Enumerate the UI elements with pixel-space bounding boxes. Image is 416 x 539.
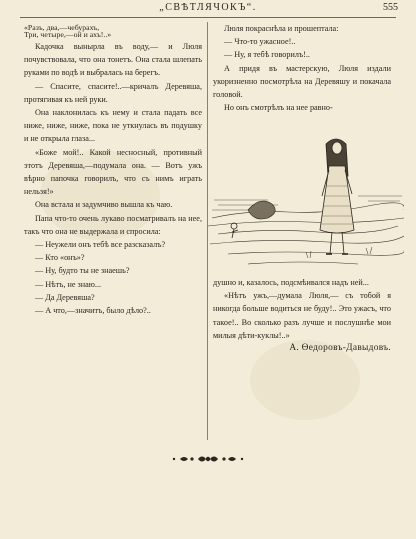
- paragraph: — Что-то ужасное!..: [224, 37, 296, 47]
- poem-line: Три, четыре,—ой и ахъ!..»: [24, 30, 112, 39]
- journal-title: „СВѢТЛЯЧОКЪ“.: [159, 2, 257, 13]
- paragraph: Но онъ смотрѣлъ на нее равно-: [224, 103, 333, 113]
- author-signature: А. Ѳедоровъ-Давыдовъ.: [289, 343, 391, 354]
- page-number: 555: [383, 2, 398, 13]
- paragraph: — Да Деревяша?: [35, 292, 95, 302]
- paragraph: — Ну, я тебѣ говорилъ!..: [224, 50, 310, 60]
- paragraph: «Нѣтъ ужъ,—думала Люля,— съ тобой я никогда больше водиться не буду!.. Это ужасъ, что такое!.. Во сколько разъ лучше и послушнѣе мои милыя дѣти-куклы!..»: [213, 291, 391, 340]
- right-column-top: [213, 22, 391, 114]
- poem-line: «Разъ, два,—чебурахъ,: [24, 23, 100, 32]
- right-column-bottom: [213, 276, 391, 355]
- paragraph: — Ну, будто ты не знаешь?: [35, 266, 130, 276]
- paragraph: Папа что-то очень лукаво посматривалъ на нее, такъ что она не выдержала и спросила:: [24, 213, 202, 236]
- paragraph: Она наклонилась къ нему и стала падать все ниже, ниже, ниже, пока не уткнулась въ подушку и не открыла глаза...: [24, 108, 202, 144]
- paragraph: — Нѣтъ, не знаю...: [35, 279, 102, 289]
- paragraph: А придя въ мастерскую, Люля издали укоризненно посмотрѣла на Деревяшу и покачала головой.: [213, 63, 391, 100]
- paragraph: — Спасите, спасите!..—кричалъ Деревяша, протягивая къ ней руки.: [24, 81, 202, 104]
- paragraph: — Неужели онъ тебѣ все разсказалъ?: [35, 240, 166, 250]
- paragraph: Она встала и задумчиво вышла къ чаю.: [35, 200, 173, 210]
- paragraph: Кадочка вынырла въ воду,— и Люля почувствовала, что она тонетъ. Она стала шлепать руками по водѣ и выбралась на берегъ.: [24, 42, 202, 78]
- header-rule: [20, 17, 396, 18]
- paragraph: душно и, казалось, подсмѣивался надъ ней...: [213, 278, 369, 287]
- paragraph: «Боже мой!.. Какой несносный, противный этотъ Деревяша,—подумала она. — Вотъ ужъ вѣрно папочка говорилъ, что съ нимъ играть нельзя!»: [24, 147, 202, 197]
- paragraph: — А что,—значитъ, было дѣло?..: [35, 306, 151, 316]
- running-header: [0, 2, 416, 16]
- floral-tailpiece-icon: [168, 452, 248, 466]
- paragraph: — Кто «онъ»?: [35, 253, 85, 263]
- left-column: [24, 22, 202, 317]
- girl-on-shore-engraving-icon: [208, 126, 404, 276]
- paragraph: Люля покраснѣла и прошептала:: [224, 24, 339, 33]
